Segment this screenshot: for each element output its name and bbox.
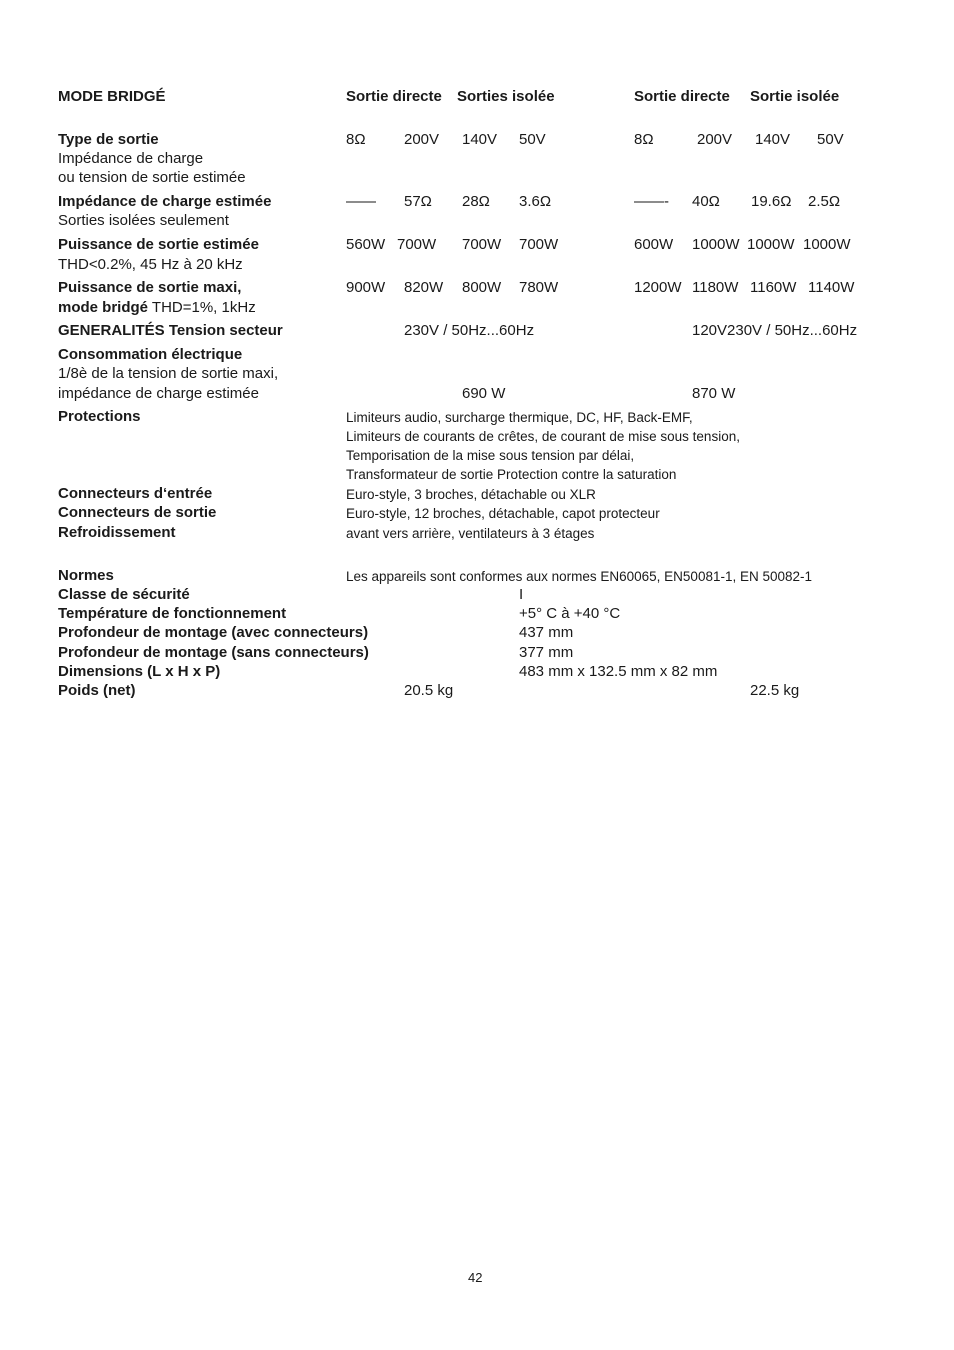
- row-sublabel: 1/8è de la tension de sortie maxi,: [58, 365, 279, 382]
- column-header: Sorties isolée: [457, 88, 555, 105]
- protection-line: Temporisation de la mise sous tension par délai,: [346, 448, 635, 463]
- row-label: Normes: [58, 567, 114, 584]
- cell-value: 690 W: [462, 385, 506, 402]
- mode-title: MODE BRIDGÉ: [58, 88, 166, 105]
- cell-value: 1140W: [808, 279, 855, 296]
- cell-value: 377 mm: [519, 644, 574, 661]
- row-sublabel: Sorties isolées seulement: [58, 212, 229, 229]
- cell-value: Euro-style, 12 broches, détachable, capot protecteur: [346, 506, 660, 521]
- cell-value: ——-: [634, 193, 669, 210]
- cell-value: 2.5Ω: [808, 193, 841, 210]
- cell-value: 700W: [397, 236, 437, 253]
- cell-value: 483 mm x 132.5 mm x 82 mm: [519, 663, 718, 680]
- cell-value: ——: [346, 193, 376, 210]
- row-label: Puissance de sortie maxi,: [58, 279, 242, 296]
- row-label: Connecteurs d‘entrée: [58, 485, 213, 502]
- cell-value: 1180W: [692, 279, 739, 296]
- cell-value: 780W: [519, 279, 559, 296]
- cell-value: 140V: [755, 131, 791, 148]
- row-sublabel-rest: THD=1%, 1kHz: [148, 299, 256, 316]
- column-header: Sortie isolée: [750, 88, 840, 105]
- row-sublabel: impédance de charge estimée: [58, 385, 259, 402]
- row-label: Poids (net): [58, 682, 136, 699]
- protection-line: Limiteurs de courants de crêtes, de courant de mise sous tension,: [346, 429, 740, 444]
- cell-value: 900W: [346, 279, 386, 296]
- row-label: Refroidissement: [58, 524, 176, 541]
- cell-value: avant vers arrière, ventilateurs à 3 étages: [346, 526, 595, 541]
- cell-value: 1000W: [692, 236, 740, 253]
- cell-value: 22.5 kg: [750, 682, 800, 699]
- cell-value: I: [519, 586, 524, 603]
- row-label: Profondeur de montage (sans connecteurs): [58, 644, 369, 661]
- cell-value: 700W: [519, 236, 559, 253]
- row-label: Puissance de sortie estimée: [58, 236, 259, 253]
- row-label: Type de sortie: [58, 131, 159, 148]
- protection-line: Limiteurs audio, surcharge thermique, DC, HF, Back-EMF,: [346, 410, 693, 425]
- cell-value: 8Ω: [634, 131, 654, 148]
- column-header: Sortie directe: [634, 88, 730, 105]
- page-number: 42: [468, 1270, 483, 1285]
- cell-value: 40Ω: [692, 193, 720, 210]
- row-sublabel: ou tension de sortie estimée: [58, 169, 246, 186]
- cell-value: 1000W: [747, 236, 795, 253]
- cell-value: 600W: [634, 236, 674, 253]
- cell-value: 800W: [462, 279, 502, 296]
- cell-value: 437 mm: [519, 624, 574, 641]
- cell-value: 820W: [404, 279, 444, 296]
- cell-value: Euro-style, 3 broches, détachable ou XLR: [346, 487, 596, 502]
- cell-value: 19.6Ω: [751, 193, 792, 210]
- row-label: Température de fonctionnement: [58, 605, 287, 622]
- cell-value: 1000W: [803, 236, 851, 253]
- cell-value: 1160W: [750, 279, 797, 296]
- cell-value: 200V: [697, 131, 733, 148]
- row-label: Classe de sécurité: [58, 586, 190, 603]
- cell-value: 120V230V / 50Hz...60Hz: [692, 322, 858, 339]
- cell-value: 3.6Ω: [519, 193, 552, 210]
- row-sublabel-bold: mode bridgé: [58, 299, 149, 316]
- row-sublabel: [58, 298, 256, 317]
- cell-value: 20.5 kg: [404, 682, 454, 699]
- cell-value: 50V: [817, 131, 844, 148]
- cell-value: 700W: [462, 236, 502, 253]
- row-label: Impédance de charge estimée: [58, 193, 272, 210]
- cell-value: 200V: [404, 131, 440, 148]
- cell-value: 8Ω: [346, 131, 366, 148]
- protection-line: Transformateur de sortie Protection contre la saturation: [346, 467, 677, 482]
- row-label: Connecteurs de sortie: [58, 504, 217, 521]
- cell-value: 50V: [519, 131, 546, 148]
- row-label: GENERALITÉS Tension secteur: [58, 322, 283, 339]
- cell-value: 1200W: [634, 279, 682, 296]
- cell-value: Les appareils sont conformes aux normes EN60065, EN50081-1, EN 50082-1: [346, 569, 813, 584]
- cell-value: 28Ω: [462, 193, 490, 210]
- row-sublabel: Impédance de charge: [58, 150, 204, 167]
- row-label: Protections: [58, 408, 141, 425]
- cell-value: 560W: [346, 236, 386, 253]
- cell-value: 870 W: [692, 385, 736, 402]
- cell-value: 57Ω: [404, 193, 432, 210]
- column-header: Sortie directe: [346, 88, 442, 105]
- cell-value: 230V / 50Hz...60Hz: [404, 322, 535, 339]
- row-label: Profondeur de montage (avec connecteurs): [58, 624, 369, 641]
- row-label: Consommation électrique: [58, 346, 243, 363]
- cell-value: 140V: [462, 131, 498, 148]
- cell-value: +5° C à +40 °C: [519, 605, 621, 622]
- row-sublabel: THD<0.2%, 45 Hz à 20 kHz: [58, 256, 243, 273]
- row-label: Dimensions (L x H x P): [58, 663, 221, 680]
